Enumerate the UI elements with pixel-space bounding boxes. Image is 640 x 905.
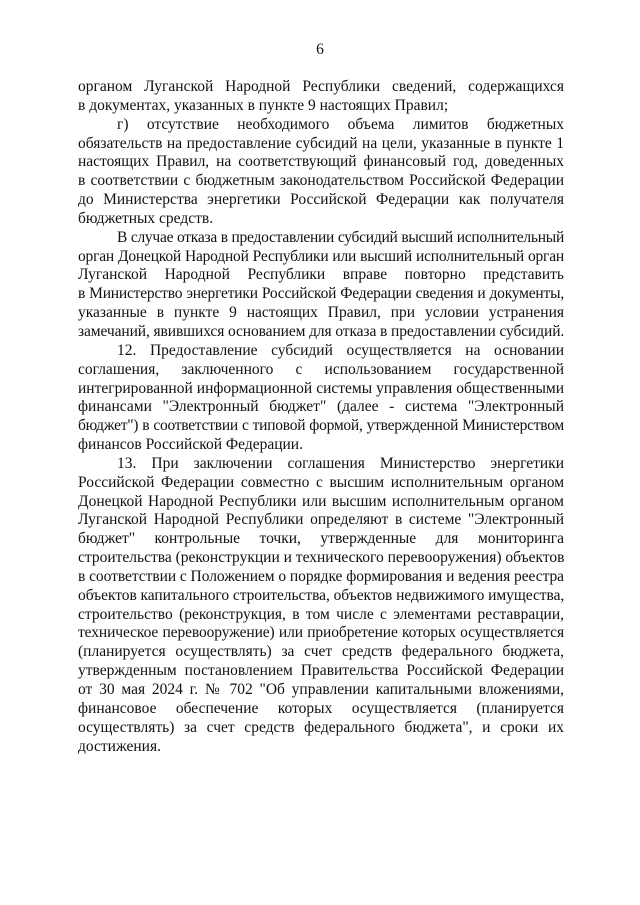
- text-line: замечаний, явившихся основанием для отказа в предоставлении субсидий.: [78, 322, 565, 340]
- page-number: 6: [316, 41, 324, 58]
- text-line: Луганской Народной Республики определяют в системе "Электронный: [78, 511, 564, 529]
- text-line: финансовое обеспечение которых осуществляется (планируется: [78, 699, 564, 717]
- text-line: соглашения, заключенного с использованием государственной: [78, 360, 564, 378]
- text-line: В случае отказа в предоставлении субсидий высший исполнительный: [117, 228, 564, 246]
- text-line: в документах, указанных в пункте 9 настоящих Правил;: [78, 96, 449, 114]
- text-line: осуществлять) за счет средств федерального бюджета", и сроки их: [78, 718, 564, 736]
- text-line: интегрированной информационной системы управления общественными: [78, 379, 564, 397]
- text-line: органом Луганской Народной Республики сведений, содержащихся: [78, 78, 564, 95]
- text-line: утвержденным постановлением Правительства Российской Федерации: [78, 662, 564, 680]
- text-line: настоящих Правил, на соответствующий финансовый год, доведенных: [78, 153, 564, 171]
- text-line: в Министерство энергетики Российской Федерации сведения и документы,: [78, 285, 564, 303]
- text-line: техническое перевооружение) или приобретение которых осуществляется: [78, 624, 564, 642]
- text-line: финансами "Электронный бюджет" (далее - система "Электронный: [78, 398, 564, 416]
- text-line: г) отсутствие необходимого объема лимитов бюджетных: [117, 115, 564, 133]
- text-line: бюджет" контрольные точки, утвержденные для мониторинга: [78, 530, 564, 548]
- text-line: орган Донецкой Народной Республики или высший исполнительный орган: [78, 247, 564, 265]
- text-line: указанные в пункте 9 настоящих Правил, при условии устранения: [78, 304, 564, 322]
- text-line: Донецкой Народной Республики или высшим исполнительным органом: [78, 492, 564, 510]
- text-line: строительства (реконструкции и технического перевооружения) объектов: [78, 549, 565, 567]
- text-line: бюджетных средств.: [78, 209, 214, 227]
- text-line: объектов капитального строительства, объектов недвижимого имущества,: [78, 586, 565, 604]
- text-line: от 30 мая 2024 г. № 702 "Об управлении капитальными вложениями,: [78, 681, 564, 698]
- document-body: [78, 78, 564, 756]
- text-line: достижения.: [78, 737, 161, 755]
- text-line: в соответствии с бюджетным законодательством Российской Федерации: [78, 172, 564, 190]
- text-line: финансов Российской Федерации.: [78, 436, 303, 454]
- text-line: обязательств на предоставление субсидий на цели, указанные в пункте 1: [78, 134, 564, 152]
- text-line: (планируется осуществлять) за счет средств федерального бюджета,: [78, 643, 564, 661]
- text-line: 12. Предоставление субсидий осуществляется на основании: [117, 341, 564, 359]
- text-line: до Министерства энергетики Российской Федерации как получателя: [78, 191, 564, 209]
- text-line: 13. При заключении соглашения Министерство энергетики: [117, 454, 564, 472]
- text-line: строительство (реконструкция, в том числе с элементами реставрации,: [78, 605, 564, 623]
- text-line: Российской Федерации совместно с высшим исполнительным органом: [78, 473, 564, 491]
- text-line: в соответствии с Положением о порядке формирования и ведения реестра: [78, 567, 565, 585]
- text-line: Луганской Народной Республики вправе повторно представить: [78, 266, 564, 284]
- text-line: бюджет") в соответствии с типовой формой, утвержденной Министерством: [78, 417, 564, 435]
